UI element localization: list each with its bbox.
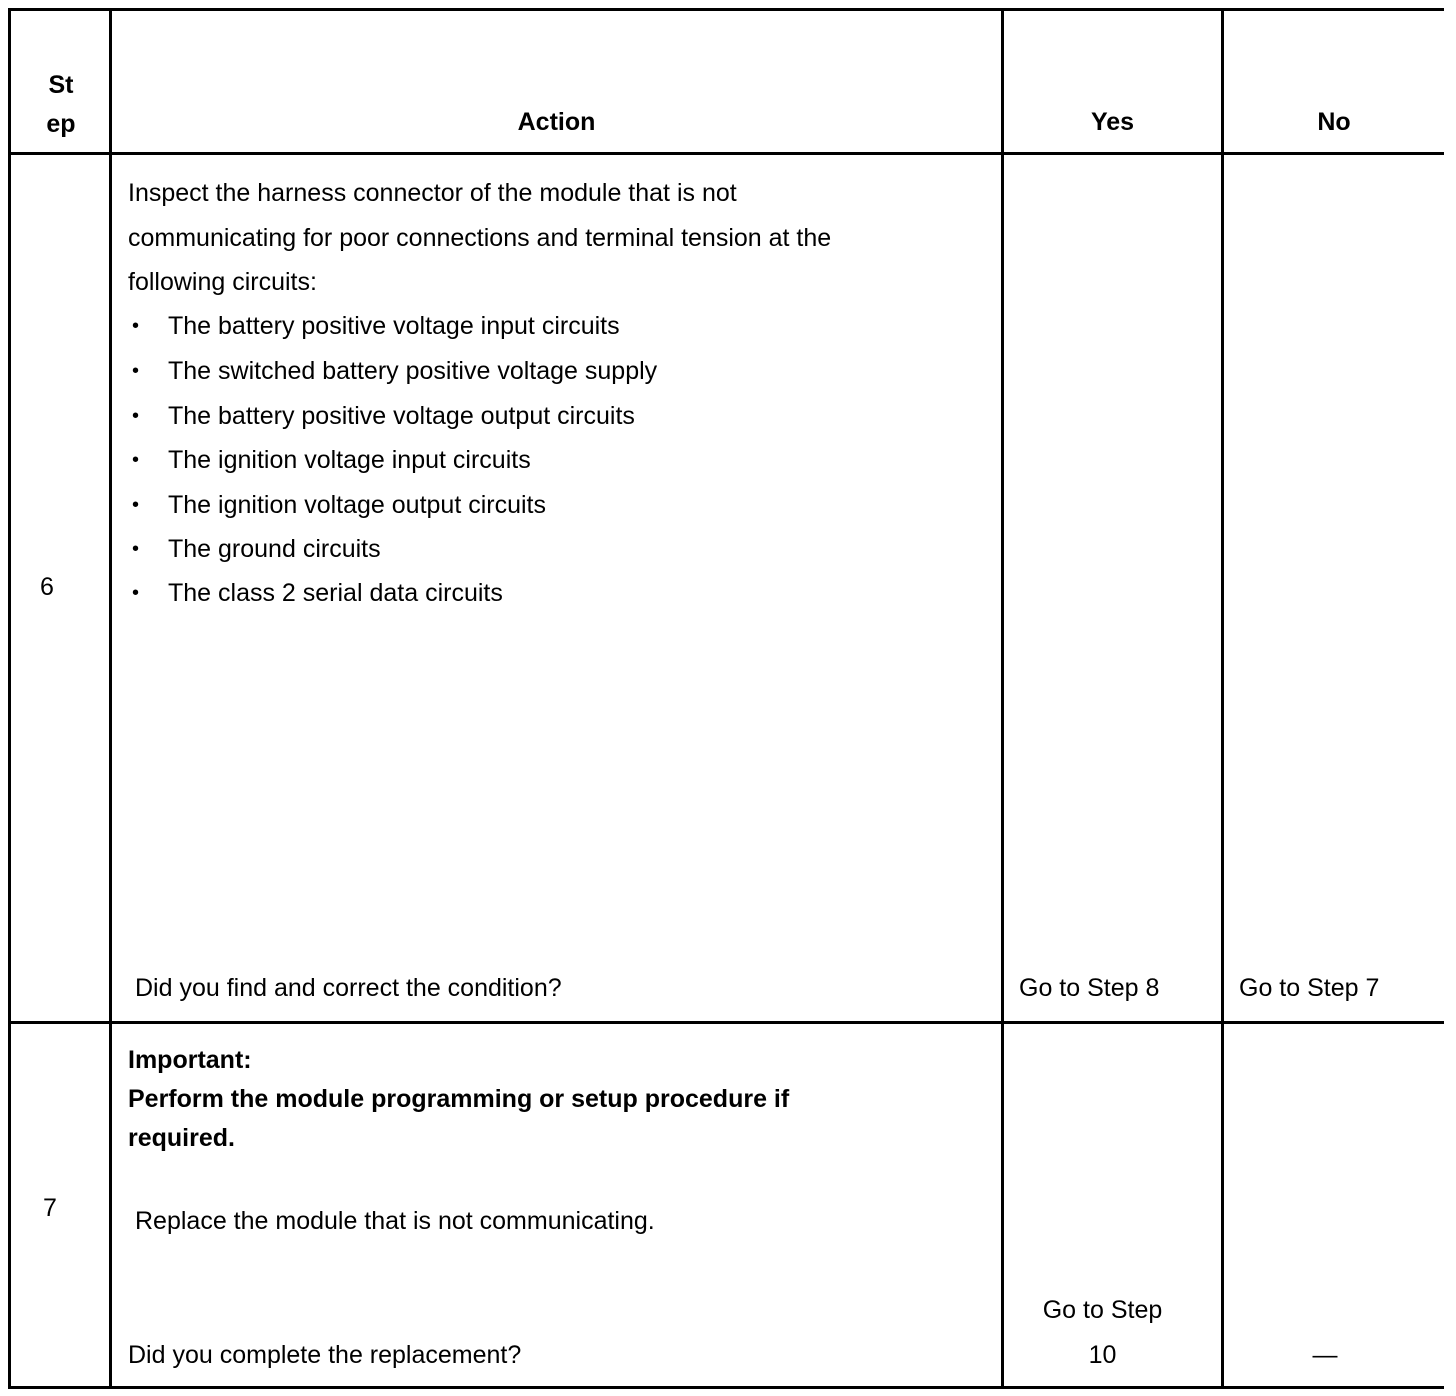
header-step-line1: St — [48, 71, 74, 99]
row-divider — [11, 152, 1444, 155]
header-yes: Yes — [1090, 108, 1135, 136]
action-text: following circuits: — [128, 268, 317, 296]
row-divider — [11, 1021, 1444, 1024]
list-item: The battery positive voltage input circuits — [168, 312, 620, 340]
column-divider — [1001, 11, 1004, 1386]
list-item: The switched battery positive voltage supply — [168, 357, 658, 385]
list-item: The ignition voltage output circuits — [168, 491, 546, 519]
bullet-icon: • — [132, 360, 140, 382]
yes-result: Go to Step 8 — [1019, 974, 1160, 1002]
question-text: Did you find and correct the condition? — [135, 974, 562, 1002]
bullet-icon: • — [132, 315, 140, 337]
bullet-icon: • — [132, 582, 140, 604]
header-step-line2: ep — [46, 110, 76, 138]
list-item: The ground circuits — [168, 535, 381, 563]
header-no: No — [1317, 108, 1351, 136]
action-text: Inspect the harness connector of the module that is not — [128, 179, 737, 207]
yes-result: 10 — [1088, 1341, 1117, 1369]
action-text: Replace the module that is not communicating. — [135, 1207, 655, 1235]
no-result: — — [1312, 1341, 1338, 1369]
important-label: Important: — [128, 1046, 252, 1074]
action-text: communicating for poor connections and terminal tension at the — [128, 224, 832, 252]
list-item: The class 2 serial data circuits — [168, 579, 503, 607]
list-item: The battery positive voltage output circuits — [168, 402, 635, 430]
no-result: Go to Step 7 — [1239, 974, 1380, 1002]
important-text: Perform the module programming or setup procedure if — [128, 1085, 790, 1113]
bullet-icon: • — [132, 405, 140, 427]
bullet-icon: • — [132, 538, 140, 560]
header-action: Action — [517, 108, 596, 136]
list-item: The ignition voltage input circuits — [168, 446, 531, 474]
step-number: 6 — [40, 573, 54, 601]
step-number: 7 — [43, 1194, 57, 1222]
column-divider — [109, 11, 112, 1386]
yes-result: Go to Step — [1042, 1296, 1163, 1324]
bullet-icon: • — [132, 494, 140, 516]
bullet-icon: • — [132, 449, 140, 471]
question-text: Did you complete the replacement? — [128, 1341, 522, 1369]
column-divider — [1221, 11, 1224, 1386]
diagnostic-table — [8, 8, 1444, 1389]
important-text: required. — [128, 1124, 235, 1152]
